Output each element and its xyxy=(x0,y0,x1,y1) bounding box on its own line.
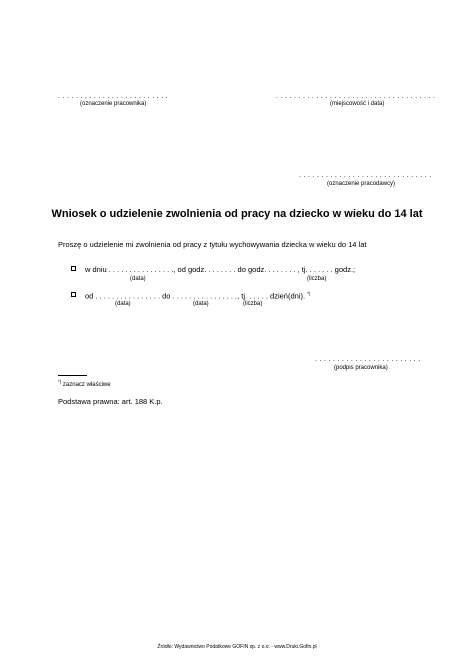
document-title: Wniosek o udzielenie zwolnienia od pracy na dziecko w wieku do 14 lat xyxy=(51,208,423,220)
option-one-checkbox[interactable] xyxy=(71,266,76,271)
employee-caption: (oznaczenie pracownika) xyxy=(80,101,147,107)
footnote-mark: *) xyxy=(58,379,62,384)
employer-dots-line: . . . . . . . . . . . . . . . . . . . . . . . . . . . . . . xyxy=(299,172,432,179)
option-two-date-from-caption: (data) xyxy=(115,301,131,307)
option-one-text: w dniu . . . . . . . . . . . . . . . ., od godz. . . . . . . . do godz. . . . . . . . , tj. . . . . . . godz.; xyxy=(85,265,356,274)
place-date-dots-line: . . . . . . . . . . . . . . . . . . . . . . . . . . . . . . . . . . . . xyxy=(276,93,436,100)
signature-dots-line: . . . . . . . . . . . . . . . . . . . . . . . . xyxy=(315,356,421,363)
employer-caption: (oznaczenie pracodawcy) xyxy=(327,181,396,187)
signature-caption: (podpis pracownika) xyxy=(334,365,388,371)
option-one-count-caption: (liczba) xyxy=(307,276,327,282)
source-footer: Źródło: Wydawnictwo Podatkowe GOFIN sp. z o.o. - www.Druki.Gofin.pl xyxy=(157,644,317,650)
footnote xyxy=(58,379,111,388)
option-two-text: od . . . . . . . . . . . . . . . . do . . . . . . . . . . . . . . . ., tj. . . . . . dzień(dni). xyxy=(85,291,306,301)
option-two-checkbox[interactable] xyxy=(71,292,76,297)
footnote-rule xyxy=(58,375,87,376)
option-two-line xyxy=(85,291,310,301)
legal-basis: Podstawa prawna: art. 188 K.p. xyxy=(58,397,163,406)
employee-dots-line: . . . . . . . . . . . . . . . . . . . . . . . . . xyxy=(58,93,168,100)
option-one-date-caption: (data) xyxy=(130,276,146,282)
option-two-footnote-mark: *) xyxy=(307,291,311,296)
option-two-date-to-caption: (data) xyxy=(193,301,209,307)
place-date-caption: (miejscowość i data) xyxy=(330,101,385,107)
footnote-text: zaznacz właściwe xyxy=(62,382,111,388)
intro-text: Proszę o udzielenie mi zwolnienia od pracy z tytułu wychowywania dziecka w wieku do 14 lat xyxy=(58,240,367,249)
option-two-count-caption: (liczba) xyxy=(243,301,263,307)
